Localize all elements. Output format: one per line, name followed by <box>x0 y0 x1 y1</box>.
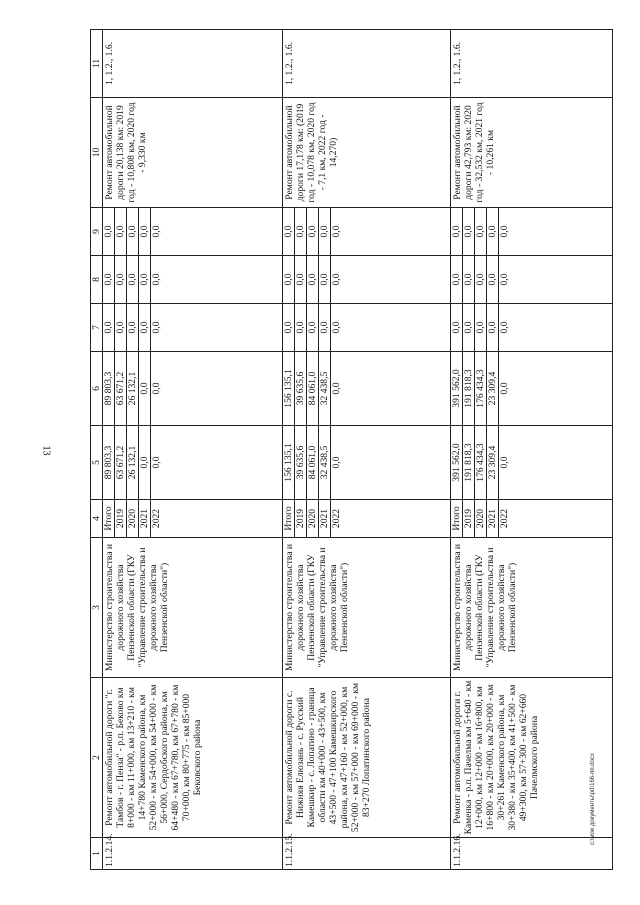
table-row <box>103 30 283 870</box>
indicator-reference: 1, 1.2., 1.6. <box>103 30 283 98</box>
row-number: 1.1.2.16. <box>451 838 613 870</box>
column-7-value: 0,0 <box>463 304 475 351</box>
year-value: 2020 <box>307 500 319 537</box>
row-number: 1.1.2.14. <box>103 838 283 870</box>
page-number: 13 <box>40 445 52 456</box>
column-8-value: 0,0 <box>451 256 463 303</box>
column-8-value: 0,0 <box>475 256 487 303</box>
column-6-value: 26 132,1 <box>127 352 139 425</box>
column-8 <box>451 256 613 304</box>
column-6-value: 0,0 <box>151 382 163 395</box>
total-funding-value: 176 434,3 <box>475 426 487 499</box>
column-7-value: 0,0 <box>451 304 463 351</box>
column-8-value: 0,0 <box>115 256 127 303</box>
column-7-value: 0,0 <box>115 304 127 351</box>
column-9-value: 0,0 <box>127 208 139 255</box>
column-7-value: 0,0 <box>319 304 331 351</box>
column-6-value: 0,0 <box>331 382 343 395</box>
column-8-value: 0,0 <box>283 256 295 303</box>
column-7-value: 0,0 <box>307 304 319 351</box>
column-8-value: 0,0 <box>127 256 139 303</box>
column-7-value: 0,0 <box>487 304 499 351</box>
total-funding <box>451 426 613 500</box>
column-9 <box>283 208 451 256</box>
column-9-value: 0,0 <box>463 208 475 255</box>
column-9 <box>103 208 283 256</box>
column-9-value: 0,0 <box>115 208 127 255</box>
total-funding-value: 23 309,4 <box>487 426 499 499</box>
column-9-value: 0,0 <box>319 208 331 255</box>
column-6-value: 63 671,2 <box>115 352 127 425</box>
column-9-value: 0,0 <box>151 225 163 238</box>
year-value: 2019 <box>463 500 475 537</box>
column-6 <box>451 352 613 426</box>
column-header: 3 <box>91 538 103 678</box>
activity-name: Ремонт автомобильной дороги "г. Тамбов - г. Пенза" - р.п. Беково км 8+000 - км 11+000, км 13+210 - км 14+780 Каменского района, км 52+000 - км 54+000, км 54+000 - км 56+000, Сердобского района, км 64+480 - км 67+780, км 67+780 - км 70+000, км 80+775 - км 85+000 Бековского района <box>103 678 283 838</box>
year-value: 2022 <box>499 508 511 529</box>
column-6-value: 23 309,4 <box>487 352 499 425</box>
column-9-value: 0,0 <box>307 208 319 255</box>
column-9-value: 0,0 <box>103 208 115 255</box>
column-header: 10 <box>91 98 103 208</box>
column-6 <box>283 352 451 426</box>
total-funding-value: 32 438,5 <box>319 426 331 499</box>
column-6-value: 32 438,5 <box>319 352 331 425</box>
column-9-value: 0,0 <box>331 225 343 238</box>
column-9-value: 0,0 <box>295 208 307 255</box>
year-value: 2021 <box>319 500 331 537</box>
total-funding-value: 191 818,3 <box>463 426 475 499</box>
column-6-value: 89 803,3 <box>103 352 115 425</box>
activity-name: Ремонт автомобильной дороги г. Каменка - р.п. Пачелма км 5+640 - км 12+000, км 12+000 - км 16+800, км 16+800 - км 20+000, км 20+000 - км 30+261 Каменского района, км 30+380 - км 35+400, км 41+500 - км 49+300, км 57+300 - км 62+660 Пачелмского района <box>451 678 613 838</box>
year-value: 2021 <box>139 500 151 537</box>
total-funding <box>283 426 451 500</box>
program-table <box>90 29 613 870</box>
column-9-value: 0,0 <box>475 208 487 255</box>
table-row <box>283 30 451 870</box>
column-8-value: 0,0 <box>151 273 163 286</box>
column-header: 2 <box>91 678 103 838</box>
column-7-value: 0,0 <box>499 321 511 334</box>
year-value: 2020 <box>475 500 487 537</box>
column-6 <box>103 352 283 426</box>
year-value: 2022 <box>151 508 163 529</box>
column-8-value: 0,0 <box>139 256 151 303</box>
expected-result: Ремонт автомобильной дороги 20,138 км: 2019 год - 10,808 км, 2020 год - 9,330 км <box>103 98 283 208</box>
column-7 <box>103 304 283 352</box>
column-6-value: 191 818,3 <box>463 352 475 425</box>
expected-result: Ремонт автомобильной дороги 42,793 км: 2020 год - 32,532 км, 2021 год - 10,261 км <box>451 98 613 208</box>
table-body <box>103 30 613 870</box>
year-value: Итого <box>103 500 115 537</box>
column-7-value: 0,0 <box>139 304 151 351</box>
total-funding-value: 0,0 <box>331 456 343 469</box>
column-header: 6 <box>91 352 103 426</box>
year-value: 2019 <box>295 500 307 537</box>
column-7-value: 0,0 <box>151 321 163 334</box>
column-8 <box>103 256 283 304</box>
total-funding-value: 63 671,2 <box>115 426 127 499</box>
indicator-reference: 1, 1.2., 1.6. <box>283 30 451 98</box>
column-8-value: 0,0 <box>319 256 331 303</box>
column-header: 11 <box>91 30 103 98</box>
column-9-value: 0,0 <box>283 208 295 255</box>
total-funding-value: 156 135,1 <box>283 426 295 499</box>
expected-result: Ремонт автомобильной дороги 17,178 км: (2019 год - 10,078 км, 2020 год - 7,1 км, 2022 год - 14,270) <box>283 98 451 208</box>
column-9-value: 0,0 <box>487 208 499 255</box>
rotated-table-wrapper <box>90 30 600 870</box>
column-8-value: 0,0 <box>307 256 319 303</box>
column-6-value: 391 562,0 <box>451 352 463 425</box>
responsible-executor: Министерство строительства и дорожного хозяйства Пензенской области (ГКУ "Управление строительства и дорожного хозяйства Пензенской области") <box>451 538 613 678</box>
column-6-value: 156 135,1 <box>283 352 295 425</box>
column-7-value: 0,0 <box>283 304 295 351</box>
total-funding-value: 26 132,1 <box>127 426 139 499</box>
column-6-value: 39 635,6 <box>295 352 307 425</box>
column-7-value: 0,0 <box>127 304 139 351</box>
column-9-value: 0,0 <box>139 208 151 255</box>
total-funding-value: 0,0 <box>499 456 511 469</box>
header-row <box>91 30 103 870</box>
column-8-value: 0,0 <box>103 256 115 303</box>
file-path-footer: c:\мои документы\рd\166-пп.docx <box>590 753 596 845</box>
column-7-value: 0,0 <box>103 304 115 351</box>
column-6-value: 0,0 <box>499 382 511 395</box>
total-funding-value: 84 061,0 <box>307 426 319 499</box>
year-value: 2019 <box>115 500 127 537</box>
row-number: 1.1.2.15. <box>283 838 451 870</box>
year <box>451 500 613 538</box>
total-funding-value: 0,0 <box>139 426 151 499</box>
year-value: 2020 <box>127 500 139 537</box>
column-8-value: 0,0 <box>499 273 511 286</box>
total-funding-value: 89 803,3 <box>103 426 115 499</box>
column-9-value: 0,0 <box>451 208 463 255</box>
year-value: Итого <box>283 500 295 537</box>
column-header: 5 <box>91 426 103 500</box>
year-value: 2022 <box>331 508 343 529</box>
column-header: 9 <box>91 208 103 256</box>
column-7-value: 0,0 <box>295 304 307 351</box>
column-7-value: 0,0 <box>475 304 487 351</box>
table-row <box>451 30 613 870</box>
activity-name: Ремонт автомобильной дороги с. Нижняя Елюзань - с. Русский Камешкир - с. Лопатино - граница области км 40+000 - 43+500, км 43+500 - 47+100 Камешкирского района, км 47+160 - км 52+000, км 52+000 - км 57+000 - км 69+000 - км 83+270 Лопатинского района <box>283 678 451 838</box>
column-8-value: 0,0 <box>463 256 475 303</box>
indicator-reference: 1, 1.2., 1.6. <box>451 30 613 98</box>
column-9 <box>451 208 613 256</box>
total-funding <box>103 426 283 500</box>
column-8-value: 0,0 <box>331 273 343 286</box>
column-6-value: 84 061,0 <box>307 352 319 425</box>
column-8-value: 0,0 <box>295 256 307 303</box>
column-7 <box>451 304 613 352</box>
column-header: 8 <box>91 256 103 304</box>
year <box>103 500 283 538</box>
year-value: 2021 <box>487 500 499 537</box>
column-8-value: 0,0 <box>487 256 499 303</box>
responsible-executor: Министерство строительства и дорожного хозяйства Пензенской области (ГКУ "Управление строительства и дорожного хозяйства Пензенской области") <box>283 538 451 678</box>
column-header: 4 <box>91 500 103 538</box>
column-9-value: 0,0 <box>499 225 511 238</box>
column-7-value: 0,0 <box>331 321 343 334</box>
total-funding-value: 39 635,6 <box>295 426 307 499</box>
column-7 <box>283 304 451 352</box>
column-6-value: 176 434,3 <box>475 352 487 425</box>
total-funding-value: 0,0 <box>151 456 163 469</box>
total-funding-value: 391 562,0 <box>451 426 463 499</box>
column-header: 1 <box>91 838 103 870</box>
column-6-value: 0,0 <box>139 352 151 425</box>
year-value: Итого <box>451 500 463 537</box>
year <box>283 500 451 538</box>
column-8 <box>283 256 451 304</box>
responsible-executor: Министерство строительства и дорожного хозяйства Пензенской области (ГКУ "Управление строительства и дорожного хозяйства Пензенской области") <box>103 538 283 678</box>
column-header: 7 <box>91 304 103 352</box>
